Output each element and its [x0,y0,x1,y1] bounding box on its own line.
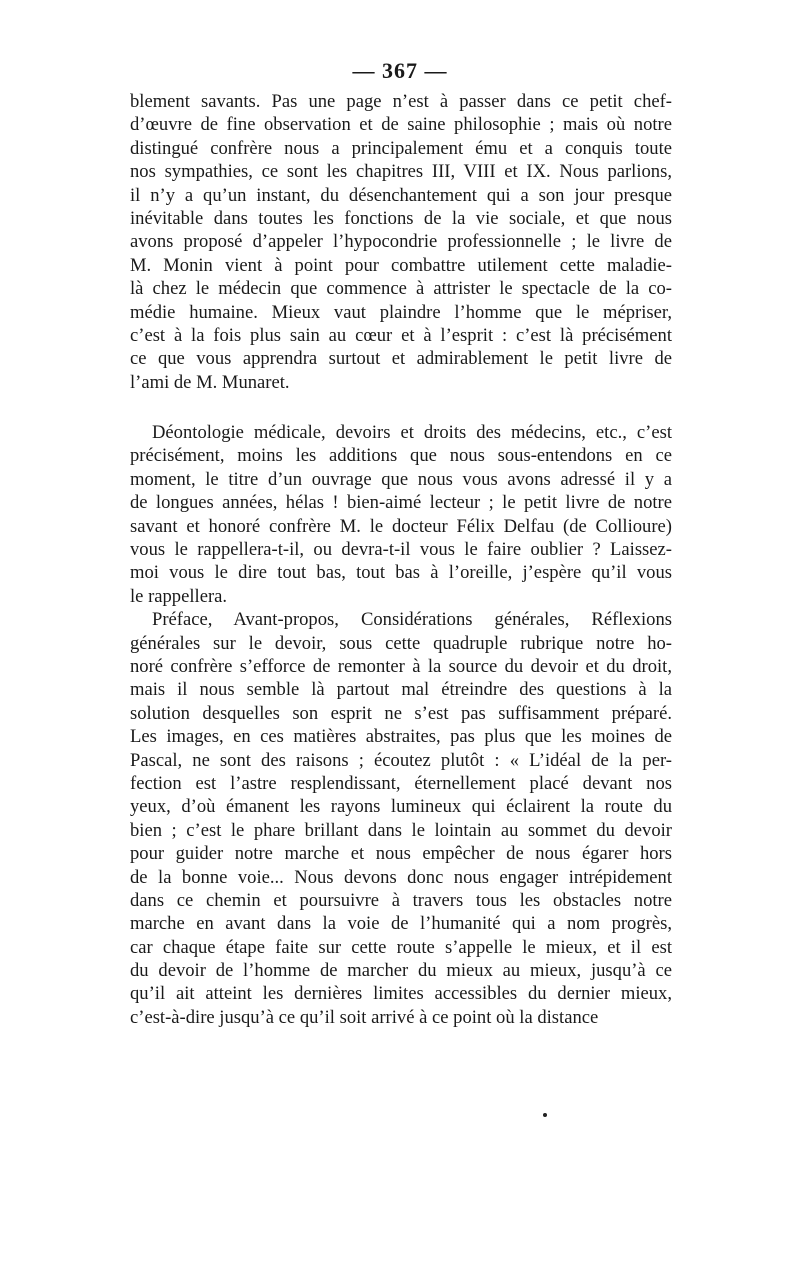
text-line: l’ami de M. Munaret. [130,371,290,393]
text-line: yeux, d’où émanent les rayons lumineux qui éclairent la route du [130,796,672,818]
text-line: M. Monin vient à point pour combattre utilement cette maladie- [130,254,672,276]
text-line: moment, le titre d’un ouvrage que nous vous avons adressé il y a [130,468,672,490]
page-speck [543,1113,547,1117]
text-line: Déontologie médicale, devoirs et droits des médecins, etc., c’est [152,422,672,444]
text-line: qu’il ait atteint les dernières limites accessibles du dernier mieux, [130,983,672,1005]
text-line: d’œuvre de fine observation et de saine philosophie ; mais où notre [130,114,672,136]
text-line: nos sympathies, ce sont les chapitres III, VIII et IX. Nous parlions, [130,161,672,183]
text-line: Préface, Avant-propos, Considérations générales, Réflexions [152,609,672,631]
text-line: il n’y a qu’un instant, du désenchantement qui a son jour presque [130,184,672,206]
page-number: — 367 — [352,58,448,83]
text-line: avons proposé d’appeler l’hypocondrie professionnelle ; le livre de [130,231,672,253]
text-line: savant et honoré confrère M. le docteur Félix Delfau (de Collioure) [130,515,672,537]
text-line: là chez le médecin que commence à attrister le spectacle de la co- [130,278,672,300]
text-line: car chaque étape faite sur cette route s’appelle le mieux, et il est [130,936,672,958]
text-line: noré confrère s’efforce de remonter à la source du devoir et du droit, [130,655,672,677]
text-line: pour guider notre marche et nous empêcher de nous égarer hors [130,843,672,865]
text-line: distingué confrère nous a principalement ému et a conquis toute [130,137,672,159]
text-line: mais il nous semble là partout mal étreindre des questions à la [130,679,672,701]
text-line: c’est-à-dire jusqu’à ce qu’il soit arrivé à ce point où la distance [130,1006,599,1028]
page-body [130,90,672,1029]
text-line: de la bonne voie... Nous devons donc nous engager intrépidement [130,866,672,888]
paragraph-hypocondrie [130,90,672,394]
text-line: vous le rappellera-t-il, ou devra-t-il vous le faire oublier ? Laissez- [130,539,672,561]
text-line: bien ; c’est le phare brillant dans le lointain au sommet du devoir [130,819,672,841]
paragraph-deontologie [130,421,672,608]
text-line: dans ce chemin et poursuivre à travers tous les obstacles notre [130,889,672,911]
text-line: ce que vous apprendra surtout et admirablement le petit livre de [130,348,672,370]
text-line: précisément, moins les additions que nous sous-entendons en ce [130,445,672,467]
text-line: Les images, en ces matières abstraites, pas plus que les moines de [130,726,672,748]
text-line: du devoir de l’homme de marcher du mieux au mieux, jusqu’à ce [130,960,672,982]
text-line: de longues années, hélas ! bien-aimé lecteur ; le petit livre de notre [130,492,672,514]
text-line: Pascal, ne sont des raisons ; écoutez plutôt : « L’idéal de la per- [130,749,672,771]
text-line: générales sur le devoir, sous cette quadruple rubrique notre ho- [130,632,672,654]
paragraph-preface [130,608,672,1029]
text-line: solution desquelles son esprit ne s’est pas suffisamment préparé. [130,702,672,724]
text-line: le rappellera. [130,585,228,607]
text-line: marche en avant dans la voie de l’humanité qui a nom progrès, [130,913,672,935]
text-line: médie humaine. Mieux vaut plaindre l’homme que le mépriser, [130,301,672,323]
text-line: fection est l’astre resplendissant, éternellement placé devant nos [130,772,672,794]
text-line: inévitable dans toutes les fonctions de la vie sociale, et que nous [130,207,672,229]
text-line: blement savants. Pas une page n’est à passer dans ce petit chef- [130,91,672,112]
text-line: c’est à la fois plus sain au cœur et à l’esprit : c’est là précisément [130,324,672,346]
text-line: moi vous le dire tout bas, tout bas à l’oreille, j’espère qu’il vous [130,562,672,584]
